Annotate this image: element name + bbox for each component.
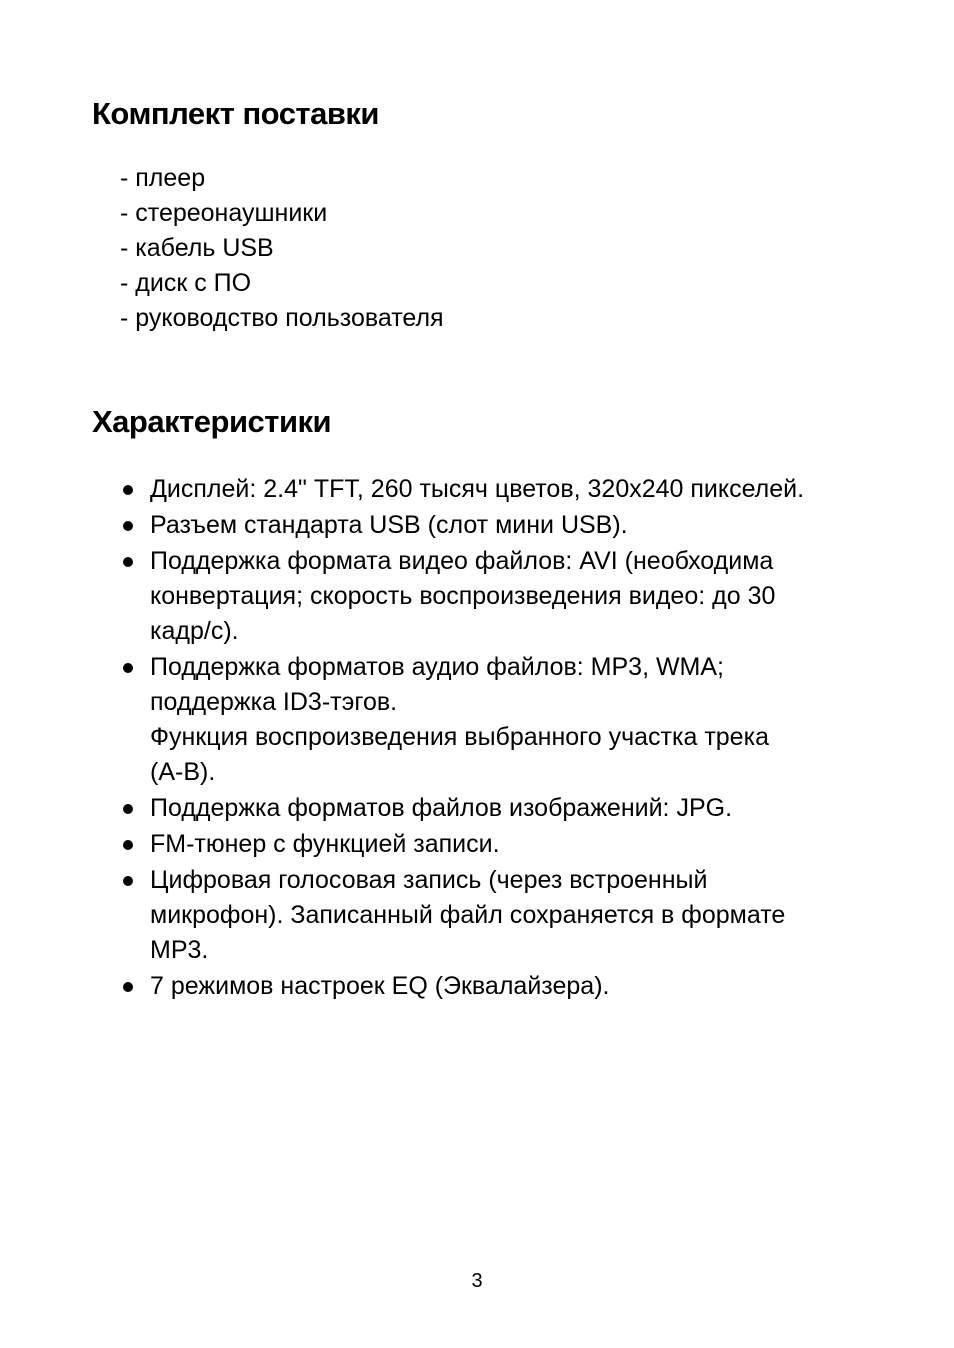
list-item: - стереонаушники — [120, 199, 328, 227]
list-item: - кабель USB — [120, 234, 274, 262]
list-item: - руководство пользователя — [120, 304, 444, 332]
list-item — [122, 827, 852, 862]
list-item: - диск с ПО — [120, 269, 252, 297]
list-item: - плеер — [120, 164, 206, 192]
list-item — [122, 472, 852, 507]
package-contents-list — [120, 161, 444, 336]
list-item-text: кадр/с). — [150, 617, 239, 645]
list-item-text: конвертация; скорость воспроизведения видео: до 30 — [150, 582, 776, 610]
list-item-text: 7 режимов настроек EQ (Эквалайзера). — [150, 972, 610, 1000]
page-number: 3 — [471, 1270, 483, 1292]
list-item-text: Поддержка формата видео файлов: AVI (необходима — [150, 547, 774, 575]
list-item — [122, 791, 852, 826]
list-item-text: микрофон). Записанный файл сохраняется в формате — [150, 901, 786, 929]
list-item-text: Дисплей: 2.4" TFT, 260 тысяч цветов, 320x240 пикселей. — [150, 475, 805, 503]
bullet-icon — [123, 840, 133, 850]
list-item — [122, 508, 852, 543]
bullet-icon — [123, 485, 133, 495]
bullet-icon — [123, 557, 133, 567]
list-item-text: поддержка ID3-тэгов. — [150, 688, 398, 716]
list-item-text: Разъем стандарта USB (слот мини USB). — [150, 511, 628, 539]
list-item — [122, 969, 852, 1004]
bullet-icon — [123, 876, 133, 886]
list-item-text: Поддержка форматов файлов изображений: JPG. — [150, 794, 733, 822]
list-item-text: FM-тюнер с функцией записи. — [150, 830, 500, 858]
bullet-icon — [123, 521, 133, 531]
specifications-heading: Характеристики — [92, 404, 332, 439]
package-contents-heading: Комплект поставки — [92, 96, 379, 131]
list-item — [122, 650, 852, 790]
specifications-list — [122, 472, 852, 1005]
bullet-icon — [123, 663, 133, 673]
list-item-text: Функция воспроизведения выбранного участка трека — [150, 723, 769, 751]
list-item-text: Цифровая голосовая запись (через встроенный — [150, 866, 708, 894]
list-item — [122, 863, 852, 968]
bullet-icon — [123, 982, 133, 992]
list-item-text: Поддержка форматов аудио файлов: MP3, WMA; — [150, 653, 724, 681]
list-item-text: MP3. — [150, 936, 209, 964]
list-item-text: (A-B). — [150, 758, 216, 786]
list-item — [122, 544, 852, 649]
bullet-icon — [123, 804, 133, 814]
